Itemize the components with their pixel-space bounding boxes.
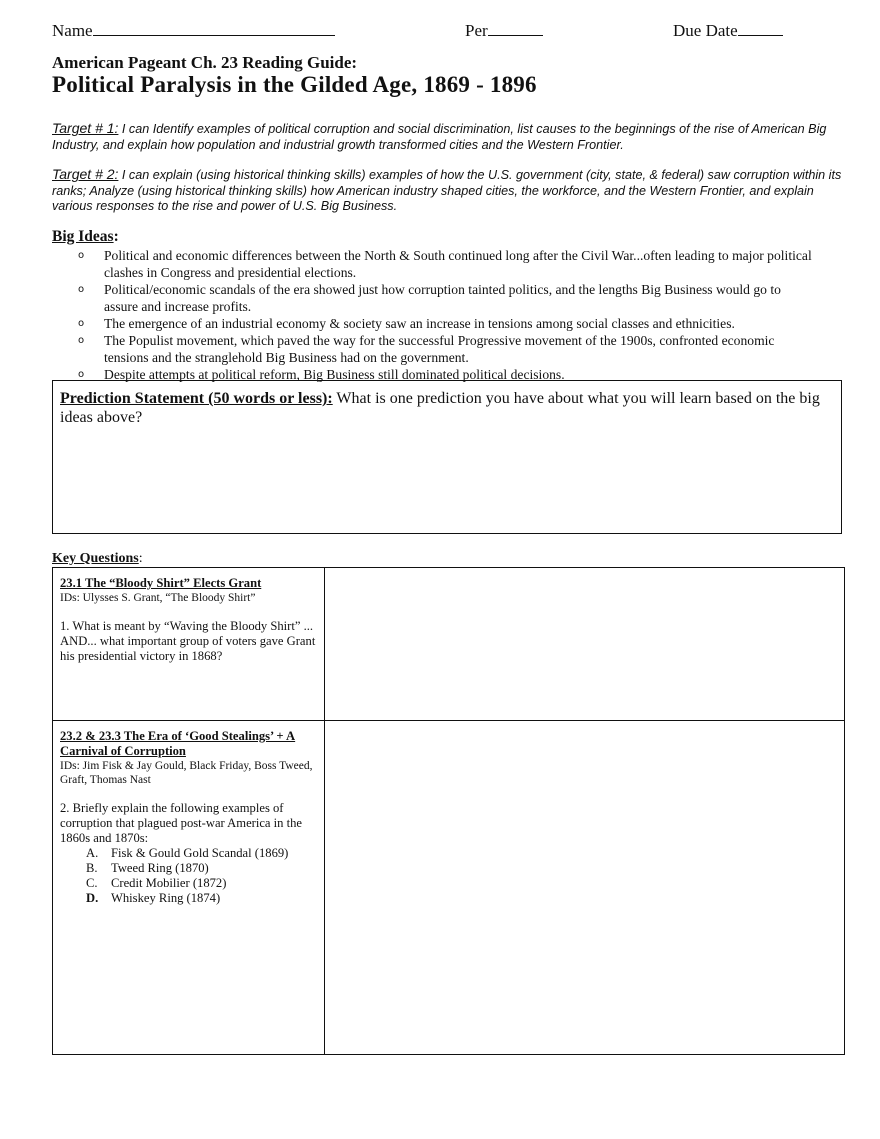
target-2 xyxy=(52,167,842,215)
name-blank[interactable] xyxy=(93,20,335,36)
question-cell xyxy=(53,721,325,1055)
bullet-icon: o xyxy=(78,318,85,329)
target-1 xyxy=(52,121,842,153)
target-2-label: Target # 2: xyxy=(52,166,119,182)
question-cell xyxy=(53,568,325,721)
list-letter: D. xyxy=(86,891,99,905)
list-item-text: Whiskey Ring (1874) xyxy=(111,891,221,905)
per-field[interactable] xyxy=(465,20,543,41)
guide-title: American Pageant Ch. 23 Reading Guide: xyxy=(52,53,358,72)
bullet-icon: o xyxy=(78,250,85,261)
per-label: Per xyxy=(465,21,488,40)
list-letter: C. xyxy=(86,876,98,890)
big-idea-text: Despite attempts at political reform, Big Business still dominated political decisions. xyxy=(104,367,565,382)
list-item-text: Tweed Ring (1870) xyxy=(111,861,209,875)
per-blank[interactable] xyxy=(488,20,543,36)
prediction-answer-box[interactable] xyxy=(52,380,842,534)
due-date-field[interactable] xyxy=(673,20,783,41)
list-item xyxy=(75,315,815,332)
key-questions-table xyxy=(52,567,845,1055)
list-item xyxy=(75,281,815,315)
page-title: Political Paralysis in the Gilded Age, 1869 - 1896 xyxy=(52,72,537,97)
sub-question-list xyxy=(60,846,317,906)
key-questions-heading: Key Questions: xyxy=(52,551,143,566)
answer-cell[interactable] xyxy=(325,568,845,721)
key-questions-heading-text: Key Questions xyxy=(52,551,139,566)
due-date-blank[interactable] xyxy=(738,20,783,36)
target-2-text: I can explain (using historical thinking skills) examples of how the U.S. government (city, state, & federal) saw corruption within its ranks; Analyze (using historical thinking skills) how American industry shaped cities, the workforce, and the Western Frontier, and explain various responses to the rise and power of U.S. Big Business. xyxy=(52,168,842,213)
list-letter: A. xyxy=(86,846,99,860)
big-idea-text: Political/economic scandals of the era showed just how corruption tainted politics, and the lengths Big Business would go to assure and increase profits. xyxy=(104,282,781,314)
due-date-label: Due Date xyxy=(673,21,738,40)
header-line xyxy=(52,20,792,42)
big-idea-text: Political and economic differences between the North & South continued long after the Civil War...often leading to major political clashes in Congress and presidential elections. xyxy=(104,248,812,280)
prediction-prompt: What is one prediction you have about what you will learn based on the big ideas above? xyxy=(60,390,820,426)
big-ideas-list xyxy=(75,247,815,383)
target-1-label: Target # 1: xyxy=(52,120,119,136)
table-row xyxy=(53,568,845,721)
target-1-text: I can Identify examples of political corruption and social discrimination, list causes to the beginnings of the rise of American Big Industry, and explain how population and industrial growth transformed cities and the Western Frontier. xyxy=(52,122,827,152)
list-item xyxy=(60,891,317,906)
list-item-text: Credit Mobilier (1872) xyxy=(111,876,227,890)
big-idea-text: The Populist movement, which paved the way for the successful Progressive movement of the 1900s, confronted economic tensions and the stranglehold Big Business had on the government. xyxy=(104,333,775,365)
bullet-icon: o xyxy=(78,284,85,295)
list-item xyxy=(75,247,815,281)
section-title: 23.1 The “Bloody Shirt” Elects Grant xyxy=(60,576,262,590)
section-title: 23.2 & 23.3 The Era of ‘Good Stealings’ + A Carnival of Corruption xyxy=(60,729,296,758)
question-text: 1. What is meant by “Waving the Bloody Shirt” ... AND... what important group of voters gave Grant his presidential victory in 1868? xyxy=(60,619,316,663)
list-letter: B. xyxy=(86,861,98,875)
bullet-icon: o xyxy=(78,335,85,346)
prediction-label: Prediction Statement (50 words or less): xyxy=(60,390,333,407)
bullet-icon: o xyxy=(78,369,85,380)
big-ideas-heading: Big Ideas: xyxy=(52,228,119,245)
list-item xyxy=(60,846,317,861)
answer-cell[interactable] xyxy=(325,721,845,1055)
list-item xyxy=(60,861,317,876)
question-text: 2. Briefly explain the following examples of corruption that plagued post-war America in the 1860s and 1870s: xyxy=(60,801,303,845)
name-field[interactable] xyxy=(52,20,335,41)
table-row xyxy=(53,721,845,1055)
list-item xyxy=(60,876,317,891)
list-item-text: Fisk & Gould Gold Scandal (1869) xyxy=(111,846,289,860)
big-idea-text: The emergence of an industrial economy & society saw an increase in tensions among social classes and ethnicities. xyxy=(104,316,735,331)
list-item xyxy=(75,332,815,366)
section-ids: IDs: Jim Fisk & Jay Gould, Black Friday, Boss Tweed, Graft, Thomas Nast xyxy=(60,760,313,786)
big-ideas-heading-text: Big Ideas xyxy=(52,228,114,245)
section-ids: IDs: Ulysses S. Grant, “The Bloody Shirt” xyxy=(60,592,256,604)
name-label: Name xyxy=(52,21,93,40)
